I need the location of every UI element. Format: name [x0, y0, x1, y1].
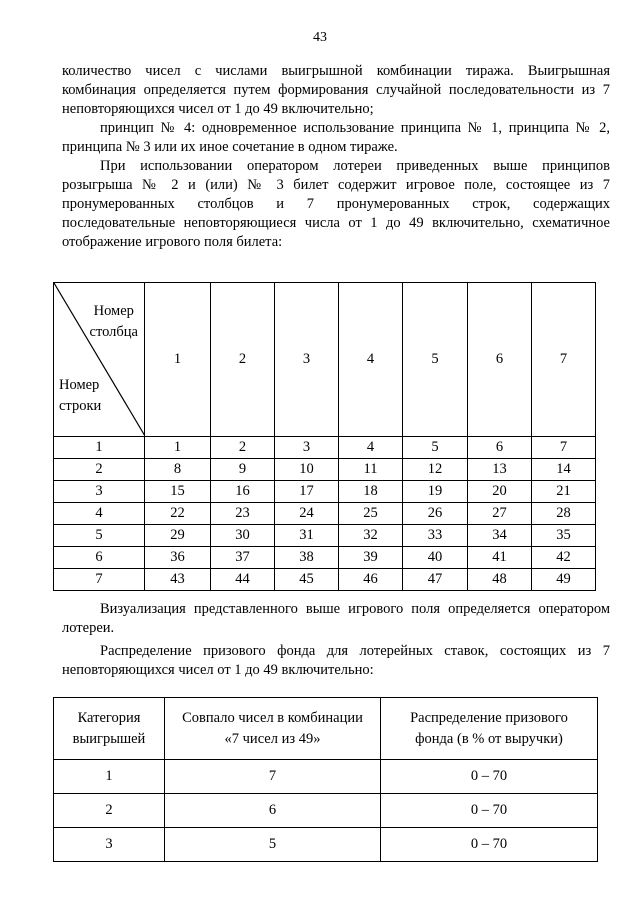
grid-cell: 17 [275, 481, 339, 503]
prize-matched: 6 [165, 794, 381, 828]
grid-cell: 13 [468, 459, 532, 481]
grid-row [54, 481, 596, 503]
prize-matched: 5 [165, 828, 381, 862]
grid-cell: 45 [275, 569, 339, 591]
grid-cell: 47 [403, 569, 468, 591]
paragraph-continuation: количество чисел с числами выигрышной комбинации тиража. Выигрышная комбинация определяется путем формирования случайной последовательности из 7 неповторяющихся чисел от 1 до 49 включительно; [62, 63, 610, 117]
grid-cell: 29 [145, 525, 211, 547]
grid-row [54, 437, 596, 459]
grid-cell: 28 [532, 503, 596, 525]
grid-row [54, 569, 596, 591]
grid-cell: 7 [532, 437, 596, 459]
grid-cell: 48 [468, 569, 532, 591]
grid-cell: 30 [211, 525, 275, 547]
grid-cell: 41 [468, 547, 532, 569]
grid-cell: 8 [145, 459, 211, 481]
header-matched: Совпало чисел в комбинации «7 чисел из 49» [165, 698, 381, 760]
grid-cell: 16 [211, 481, 275, 503]
middle-text [62, 600, 610, 680]
row-number: 3 [54, 481, 145, 503]
prize-row [54, 794, 598, 828]
paragraph-grid-description: При использовании оператором лотереи приведенных выше принципов розыгрыша № 2 и (или) № 3 билет содержит игровое поле, состоящее из 7 пронумерованных столбцов и 7 пронумерованных строк, содержащих последовательные неповторяющиеся числа от 1 до 49 включительно, схематичное отображение игрового поля билета: [62, 158, 610, 250]
row-number: 5 [54, 525, 145, 547]
intro-text [62, 62, 610, 252]
grid-row [54, 459, 596, 481]
row-number: 1 [54, 437, 145, 459]
grid-cell: 20 [468, 481, 532, 503]
grid-cell: 5 [403, 437, 468, 459]
grid-cell: 19 [403, 481, 468, 503]
grid-cell: 15 [145, 481, 211, 503]
row-number: 4 [54, 503, 145, 525]
grid-cell: 34 [468, 525, 532, 547]
row-number: 2 [54, 459, 145, 481]
grid-cell: 37 [211, 547, 275, 569]
grid-cell: 24 [275, 503, 339, 525]
grid-cell: 1 [145, 437, 211, 459]
grid-cell: 22 [145, 503, 211, 525]
prize-category: 3 [54, 828, 165, 862]
grid-cell: 32 [339, 525, 403, 547]
page-number: 43 [313, 30, 327, 45]
grid-cell: 36 [145, 547, 211, 569]
column-header: 3 [275, 283, 339, 437]
grid-header-row [54, 283, 596, 437]
grid-corner-cell [54, 283, 145, 437]
grid-cell: 49 [532, 569, 596, 591]
grid-cell: 10 [275, 459, 339, 481]
row-number: 7 [54, 569, 145, 591]
paragraph-prize-distribution: Распределение призового фонда для лотерейных ставок, состоящих из 7 неповторяющихся чисел от 1 до 49 включительно: [62, 643, 610, 678]
prize-row [54, 828, 598, 862]
header-category: Категория выигрышей [54, 698, 165, 760]
prize-row [54, 760, 598, 794]
grid-row [54, 525, 596, 547]
column-header: 6 [468, 283, 532, 437]
grid-cell: 26 [403, 503, 468, 525]
grid-cell: 14 [532, 459, 596, 481]
grid-cell: 40 [403, 547, 468, 569]
column-header: 1 [145, 283, 211, 437]
grid-cell: 6 [468, 437, 532, 459]
game-field-table [53, 282, 596, 591]
grid-cell: 9 [211, 459, 275, 481]
grid-cell: 27 [468, 503, 532, 525]
grid-cell: 3 [275, 437, 339, 459]
grid-cell: 23 [211, 503, 275, 525]
header-share: Распределение призового фонда (в % от выручки) [381, 698, 598, 760]
prize-header-row [54, 698, 598, 760]
column-header: 2 [211, 283, 275, 437]
grid-cell: 42 [532, 547, 596, 569]
prize-share: 0 – 70 [381, 760, 598, 794]
grid-cell: 44 [211, 569, 275, 591]
prize-distribution-table [53, 697, 598, 862]
grid-cell: 21 [532, 481, 596, 503]
prize-share: 0 – 70 [381, 828, 598, 862]
paragraph-visualization: Визуализация представленного выше игрового поля определяется оператором лотереи. [62, 601, 610, 636]
grid-row [54, 503, 596, 525]
grid-cell: 12 [403, 459, 468, 481]
grid-row [54, 547, 596, 569]
grid-cell: 2 [211, 437, 275, 459]
column-header: 4 [339, 283, 403, 437]
grid-cell: 18 [339, 481, 403, 503]
prize-category: 1 [54, 760, 165, 794]
grid-cell: 31 [275, 525, 339, 547]
column-number-label: Номер столбца [89, 303, 138, 340]
grid-cell: 4 [339, 437, 403, 459]
grid-cell: 25 [339, 503, 403, 525]
prize-matched: 7 [165, 760, 381, 794]
grid-cell: 33 [403, 525, 468, 547]
prize-category: 2 [54, 794, 165, 828]
row-number-label: Номер строки [59, 377, 102, 414]
paragraph-principle-4: принцип № 4: одновременное использование принципа № 1, принципа № 2, принципа № 3 или их иное сочетание в одном тираже. [62, 120, 610, 155]
grid-cell: 11 [339, 459, 403, 481]
column-header: 5 [403, 283, 468, 437]
row-number: 6 [54, 547, 145, 569]
grid-cell: 35 [532, 525, 596, 547]
prize-share: 0 – 70 [381, 794, 598, 828]
grid-cell: 39 [339, 547, 403, 569]
grid-cell: 43 [145, 569, 211, 591]
grid-cell: 38 [275, 547, 339, 569]
column-header: 7 [532, 283, 596, 437]
grid-cell: 46 [339, 569, 403, 591]
